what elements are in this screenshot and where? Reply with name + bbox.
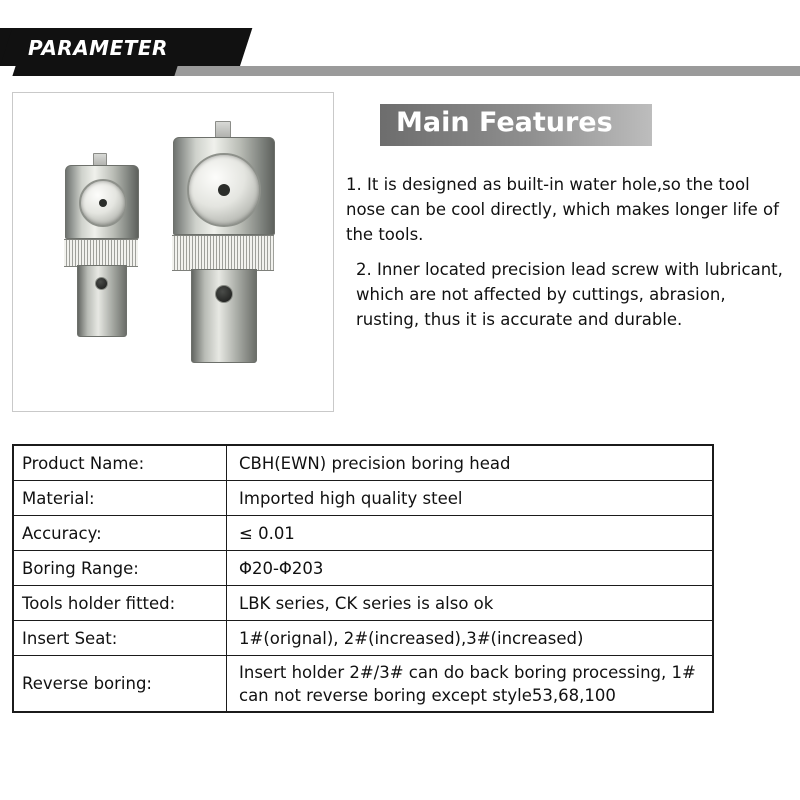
tool-small-dial	[79, 179, 127, 227]
spec-label: Accuracy:	[14, 516, 227, 551]
spec-label: Insert Seat:	[14, 621, 227, 656]
spec-label: Material:	[14, 481, 227, 516]
tool-large-scale-band	[172, 235, 274, 271]
spec-value: Imported high quality steel	[227, 481, 713, 516]
tool-large-dial	[187, 153, 261, 227]
table-row	[14, 516, 713, 551]
spec-value: LBK series, CK series is also ok	[227, 586, 713, 621]
banner-gray-underline	[200, 66, 800, 76]
spec-label: Reverse boring:	[14, 656, 227, 712]
spec-value: Insert holder 2#/3# can do back boring processing, 1# can not reverse boring except style53,68,100	[227, 656, 713, 712]
main-features-heading: Main Features	[396, 107, 613, 138]
spec-value: Φ20-Φ203	[227, 551, 713, 586]
product-photo	[12, 92, 334, 412]
main-features-list	[340, 172, 792, 342]
feature-item: 1. It is designed as built-in water hole,so the tool nose can be cool directly, which makes longer life of the tools.	[346, 175, 779, 244]
page-header-banner	[0, 14, 800, 66]
spec-label: Boring Range:	[14, 551, 227, 586]
table-row	[14, 551, 713, 586]
feature-item: 2. Inner located precision lead screw with lubricant, which are not affected by cuttings, abrasion, rusting, thus it is accurate and durable.	[356, 260, 783, 329]
banner-black-underline	[12, 66, 195, 76]
tool-large-dial-center-icon	[218, 184, 230, 196]
tool-small-dial-center-icon	[99, 199, 107, 207]
spec-value: 1#(orignal), 2#(increased),3#(increased)	[227, 621, 713, 656]
page-title: PARAMETER	[28, 36, 168, 60]
table-row	[14, 446, 713, 481]
tool-small-shank	[77, 265, 127, 337]
tool-large-shank	[191, 269, 257, 363]
spec-label: Tools holder fitted:	[14, 586, 227, 621]
spec-label: Product Name:	[14, 446, 227, 481]
tool-small-coolant-hole-icon	[95, 277, 108, 290]
table-row	[14, 621, 713, 656]
tool-large-coolant-hole-icon	[215, 285, 233, 303]
spec-value: ≤ 0.01	[227, 516, 713, 551]
spec-value: CBH(EWN) precision boring head	[227, 446, 713, 481]
table-row	[14, 586, 713, 621]
table-row	[14, 656, 713, 712]
tool-small-scale-band	[64, 239, 138, 267]
table-row	[14, 481, 713, 516]
specification-table	[12, 444, 714, 713]
